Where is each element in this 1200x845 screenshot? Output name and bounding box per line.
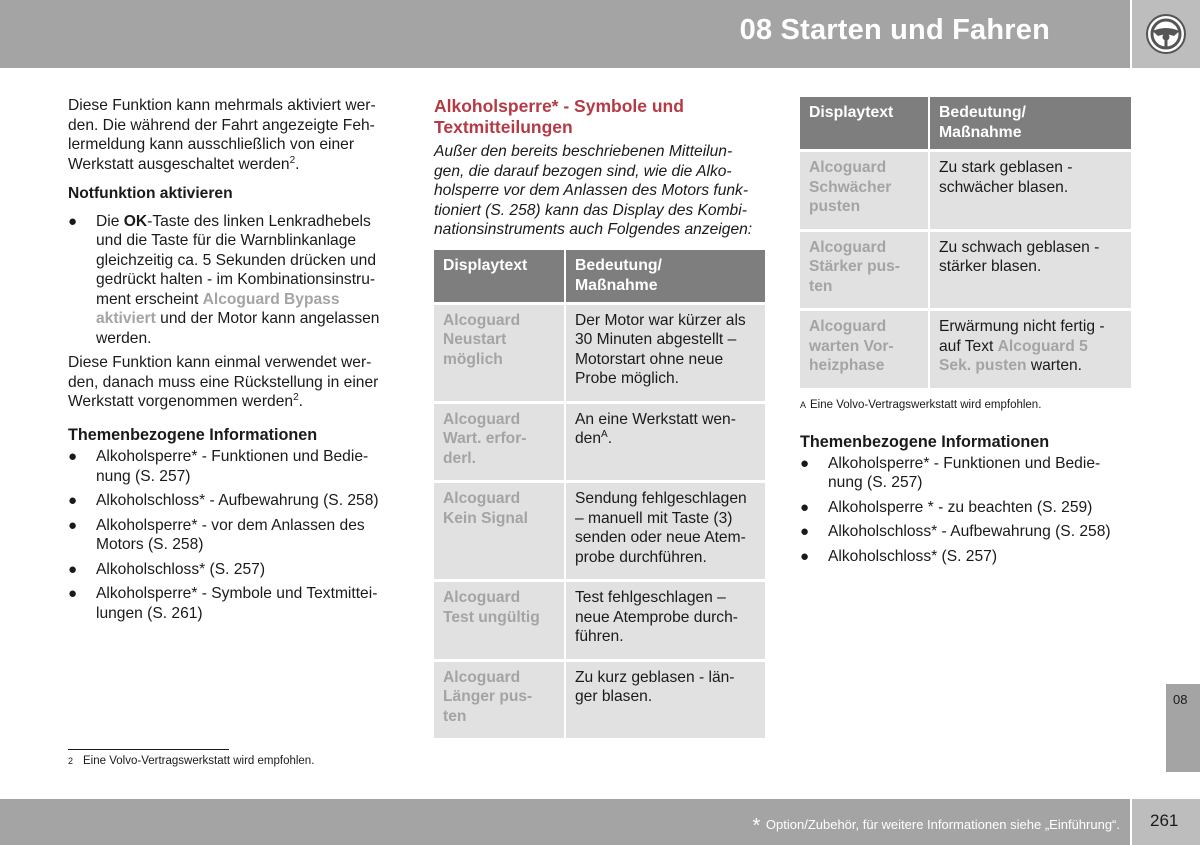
text-line: Maßnahme bbox=[939, 124, 1022, 141]
text-line: holsperre vor dem Anlassen des Motors funk- bbox=[434, 182, 749, 199]
text-line: Probe möglich. bbox=[575, 370, 680, 387]
bullet-icon: ● bbox=[68, 448, 78, 465]
text-line: möglich bbox=[443, 350, 503, 368]
page-footer bbox=[0, 799, 1130, 845]
text-line: lermeldung kann ausschließlich von einer bbox=[68, 136, 355, 153]
related-link[interactable] bbox=[800, 522, 1131, 542]
text-line: Alkoholsperre* - Symbole und Textmittei- bbox=[96, 585, 378, 602]
text-line: und die Taste für die Warnblinkanlage bbox=[96, 232, 357, 249]
related-info-heading: Themenbezogene Informationen bbox=[800, 433, 1050, 451]
table-header-row bbox=[434, 250, 765, 302]
text-line: Alcoguard bbox=[443, 589, 521, 606]
text-line: An eine Werkstatt wen- bbox=[575, 410, 736, 428]
related-link[interactable] bbox=[800, 547, 1131, 567]
display-text-table bbox=[434, 247, 765, 742]
table-row bbox=[434, 305, 765, 401]
related-link[interactable] bbox=[68, 560, 398, 580]
section-intro bbox=[434, 142, 765, 240]
related-info-heading: Themenbezogene Informationen bbox=[68, 425, 318, 444]
text-line: Alcoguard bbox=[443, 410, 521, 428]
text-line: Schwächer bbox=[809, 178, 892, 196]
text-line: . bbox=[298, 393, 303, 410]
column-header-meaning bbox=[928, 97, 1131, 149]
text-line: pusten bbox=[809, 198, 861, 215]
display-message: Alcoguard Bypass bbox=[202, 290, 340, 308]
footnote-divider bbox=[68, 749, 229, 750]
display-text-cell bbox=[800, 232, 928, 309]
table-row bbox=[434, 582, 765, 659]
text-line: gen, die darauf bezogen sind, wie die Alko- bbox=[434, 162, 732, 180]
text-line: Alkoholschloss* (S. 257) bbox=[828, 547, 998, 565]
text-line: führen. bbox=[575, 628, 624, 645]
text-line: Alkoholsperre* - Funktionen und Bedie- bbox=[828, 454, 1101, 472]
text-line: nung (S. 257) bbox=[96, 467, 191, 485]
text-line: . bbox=[607, 430, 613, 447]
related-link[interactable] bbox=[68, 447, 398, 486]
text-line: probe durchführen. bbox=[575, 548, 707, 566]
meaning-cell bbox=[564, 305, 765, 401]
text-line: Motorstart ohne neue bbox=[575, 350, 724, 368]
chapter-icon-box bbox=[1132, 0, 1200, 68]
text-line: gleichzeitig ca. 5 Sekunden drücken und bbox=[96, 251, 377, 269]
text-line: senden oder neue Atem- bbox=[575, 529, 746, 546]
text-line: Alkoholsperre* - Funktionen und Bedie- bbox=[96, 448, 369, 465]
text-line: schwächer blasen. bbox=[939, 178, 1069, 196]
chapter-title: 08 Starten und Fahren bbox=[739, 14, 1050, 46]
text-line: neue Atemprobe durch- bbox=[575, 608, 738, 626]
column-right bbox=[800, 95, 1131, 571]
chapter-header bbox=[0, 0, 1130, 68]
meaning-cell bbox=[564, 483, 765, 579]
meaning-cell bbox=[564, 404, 765, 481]
column-left bbox=[68, 96, 398, 628]
text-line: Diese Funktion kann mehrmals aktiviert wer- bbox=[68, 97, 376, 114]
text-line: den. Die während der Fahrt angezeigte Feh- bbox=[68, 116, 375, 134]
footnote-ref: 2 bbox=[289, 154, 296, 166]
table-row bbox=[800, 311, 1131, 388]
text-line: Eine Volvo-Vertragswerkstatt wird empfohlen. bbox=[810, 398, 1042, 411]
display-text-cell bbox=[800, 152, 928, 229]
text-line: Alcoguard bbox=[443, 490, 521, 507]
option-note bbox=[752, 815, 1120, 838]
column-header-display-text: Displaytext bbox=[800, 97, 928, 149]
text-line: Stärker pus- bbox=[809, 258, 900, 275]
table-header-row bbox=[800, 97, 1131, 149]
table-row bbox=[800, 152, 1131, 229]
text-line: 30 Minuten abgestellt – bbox=[575, 331, 737, 348]
meaning-cell bbox=[928, 311, 1131, 388]
text-line: Alkoholschloss* (S. 257) bbox=[96, 560, 266, 578]
table-row bbox=[800, 232, 1131, 309]
text-line: warten. bbox=[1026, 357, 1083, 374]
related-link[interactable] bbox=[800, 498, 1131, 518]
footnote-number: 2 bbox=[68, 756, 74, 766]
section-title bbox=[434, 96, 765, 138]
meaning-cell bbox=[928, 232, 1131, 309]
meaning-cell bbox=[564, 662, 765, 739]
text-line: ger blasen. bbox=[575, 688, 653, 705]
text-line: Wart. erfor- bbox=[443, 430, 527, 447]
text-line: Maßnahme bbox=[575, 276, 658, 294]
text-line: und der Motor kann angelassen bbox=[155, 310, 380, 327]
text-line: tioniert (S. 258) kann das Display des Kombi- bbox=[434, 201, 747, 219]
related-link[interactable] bbox=[68, 584, 398, 623]
text-line: Erwärmung nicht fertig - bbox=[939, 318, 1105, 335]
column-header-display-text: Displaytext bbox=[434, 250, 564, 302]
display-text-cell bbox=[434, 305, 564, 401]
display-text-table-continued bbox=[800, 94, 1131, 391]
asterisk-symbol: * bbox=[752, 815, 761, 837]
display-text-cell bbox=[434, 404, 564, 481]
text-line: Alkoholschloss* - Aufbewahrung (S. 258) bbox=[828, 523, 1111, 540]
page-footnote bbox=[68, 755, 314, 767]
text-line: Außer den bereits beschriebenen Mitteilun- bbox=[434, 143, 733, 160]
meaning-cell bbox=[564, 582, 765, 659]
bullet-icon: ● bbox=[68, 585, 78, 602]
list-item bbox=[68, 212, 398, 349]
text-line: warten Vor- bbox=[809, 337, 894, 355]
text-line: Alkoholsperre * - zu beachten (S. 259) bbox=[828, 498, 1093, 516]
text-line: Bedeutung/ bbox=[939, 104, 1026, 121]
text-line: ten bbox=[809, 277, 833, 295]
text-line: Zu kurz geblasen - län- bbox=[575, 668, 735, 686]
display-message: Alcoguard 5 bbox=[997, 337, 1088, 355]
emergency-steps-list bbox=[68, 212, 398, 349]
text-line: Alkoholsperre* - Symbole und bbox=[434, 96, 684, 116]
text-line: Alcoguard bbox=[443, 311, 521, 329]
text-line: Sendung fehlgeschlagen bbox=[575, 490, 747, 507]
text-line: ten bbox=[443, 707, 467, 725]
footnote-text: Eine Volvo-Vertragswerkstatt wird empfohlen. bbox=[83, 755, 315, 767]
table-row bbox=[434, 404, 765, 481]
text-line: – manuell mit Taste (3) bbox=[575, 509, 733, 527]
bullet-icon: ● bbox=[800, 547, 810, 565]
text-line: werden. bbox=[96, 329, 152, 347]
display-message: Sek. pusten bbox=[939, 357, 1027, 374]
heading-emergency-function: Notfunktion aktivieren bbox=[68, 185, 233, 202]
related-link[interactable] bbox=[800, 454, 1131, 493]
text-line: Neustart bbox=[443, 331, 507, 348]
steering-wheel-icon bbox=[1145, 13, 1187, 55]
bullet-icon: ● bbox=[800, 454, 810, 472]
bullet-icon: ● bbox=[68, 560, 78, 578]
text-line: Die bbox=[96, 212, 124, 230]
footnote-mark: A bbox=[800, 399, 807, 410]
footnote-ref: A bbox=[601, 428, 608, 440]
related-info-list bbox=[68, 447, 398, 623]
text-line: Alkoholschloss* - Aufbewahrung (S. 258) bbox=[96, 492, 379, 509]
paragraph-single-use bbox=[68, 353, 398, 412]
display-text-cell bbox=[434, 582, 564, 659]
column-header-meaning bbox=[564, 250, 765, 302]
bullet-icon: ● bbox=[68, 492, 78, 509]
display-text-cell bbox=[800, 311, 928, 388]
text-line: Zu stark geblasen - bbox=[939, 159, 1073, 176]
bullet-icon: ● bbox=[68, 516, 78, 534]
related-link[interactable] bbox=[68, 491, 398, 511]
related-link[interactable] bbox=[68, 516, 398, 555]
text-line: Kein Signal bbox=[443, 509, 528, 527]
text-line: Alcoguard bbox=[809, 318, 887, 335]
text-line: Alkoholsperre* - vor dem Anlassen des bbox=[96, 516, 365, 534]
text-line: . bbox=[295, 155, 300, 173]
option-note-text: Option/Zubehör, für weitere Informationen siehe „Einführung“. bbox=[765, 817, 1120, 832]
paragraph-multiple-activation bbox=[68, 96, 398, 174]
text-line: Alcoguard bbox=[809, 159, 887, 176]
bullet-icon: ● bbox=[68, 212, 78, 230]
text-line: Alcoguard bbox=[809, 238, 887, 256]
text-line: Bedeutung/ bbox=[575, 256, 662, 274]
bullet-icon: ● bbox=[800, 523, 810, 540]
display-message: aktiviert bbox=[96, 310, 156, 327]
column-middle bbox=[434, 96, 765, 741]
text-line: den, danach muss eine Rückstellung in einer bbox=[68, 373, 379, 391]
text-line: Alcoguard bbox=[443, 668, 521, 686]
text-line: lungen (S. 261) bbox=[96, 604, 203, 622]
text-line: Diese Funktion kann einmal verwendet wer- bbox=[68, 354, 372, 371]
text-line: stärker blasen. bbox=[939, 258, 1042, 275]
text-line: derl. bbox=[443, 449, 476, 467]
text-line: -Taste des linken Lenkradhebels bbox=[147, 212, 371, 230]
text-line: ment erscheint bbox=[96, 290, 203, 308]
table-footnote bbox=[800, 396, 1131, 416]
chapter-tab[interactable] bbox=[1165, 684, 1200, 772]
text-line: nung (S. 257) bbox=[828, 474, 923, 491]
text-line: auf Text bbox=[939, 337, 998, 355]
text-line: Test ungültig bbox=[443, 608, 540, 626]
text-line: Motors (S. 258) bbox=[96, 536, 204, 553]
chapter-tab-label: 08 bbox=[1173, 692, 1188, 707]
text-line: Test fehlgeschlagen – bbox=[575, 589, 726, 606]
footnote-ref: 2 bbox=[293, 391, 299, 403]
text-line: gedrückt halten - im Kombinationsinstru- bbox=[96, 271, 376, 288]
display-text-cell bbox=[434, 483, 564, 579]
meaning-cell bbox=[928, 152, 1131, 229]
text-line: Zu schwach geblasen - bbox=[939, 238, 1100, 256]
text-line: Werkstatt vorgenommen werden bbox=[68, 393, 294, 410]
display-text-cell bbox=[434, 662, 564, 739]
ok-key-label: OK bbox=[123, 212, 148, 230]
related-info-list bbox=[800, 454, 1131, 567]
page-number: 261 bbox=[1150, 811, 1179, 830]
table-row bbox=[434, 483, 765, 579]
text-line: heizphase bbox=[809, 357, 885, 374]
text-line: Textmitteilungen bbox=[434, 117, 573, 137]
text-line: Der Motor war kürzer als bbox=[575, 311, 746, 329]
text-line: Länger pus- bbox=[443, 688, 533, 705]
bullet-icon: ● bbox=[800, 498, 810, 516]
text-line: Werkstatt ausgeschaltet werden bbox=[68, 155, 290, 173]
page-number-box bbox=[1132, 799, 1200, 845]
text-line: nationsinstruments auch Folgendes anzeigen: bbox=[434, 221, 753, 238]
table-row bbox=[434, 662, 765, 739]
text-line: den bbox=[575, 430, 602, 447]
